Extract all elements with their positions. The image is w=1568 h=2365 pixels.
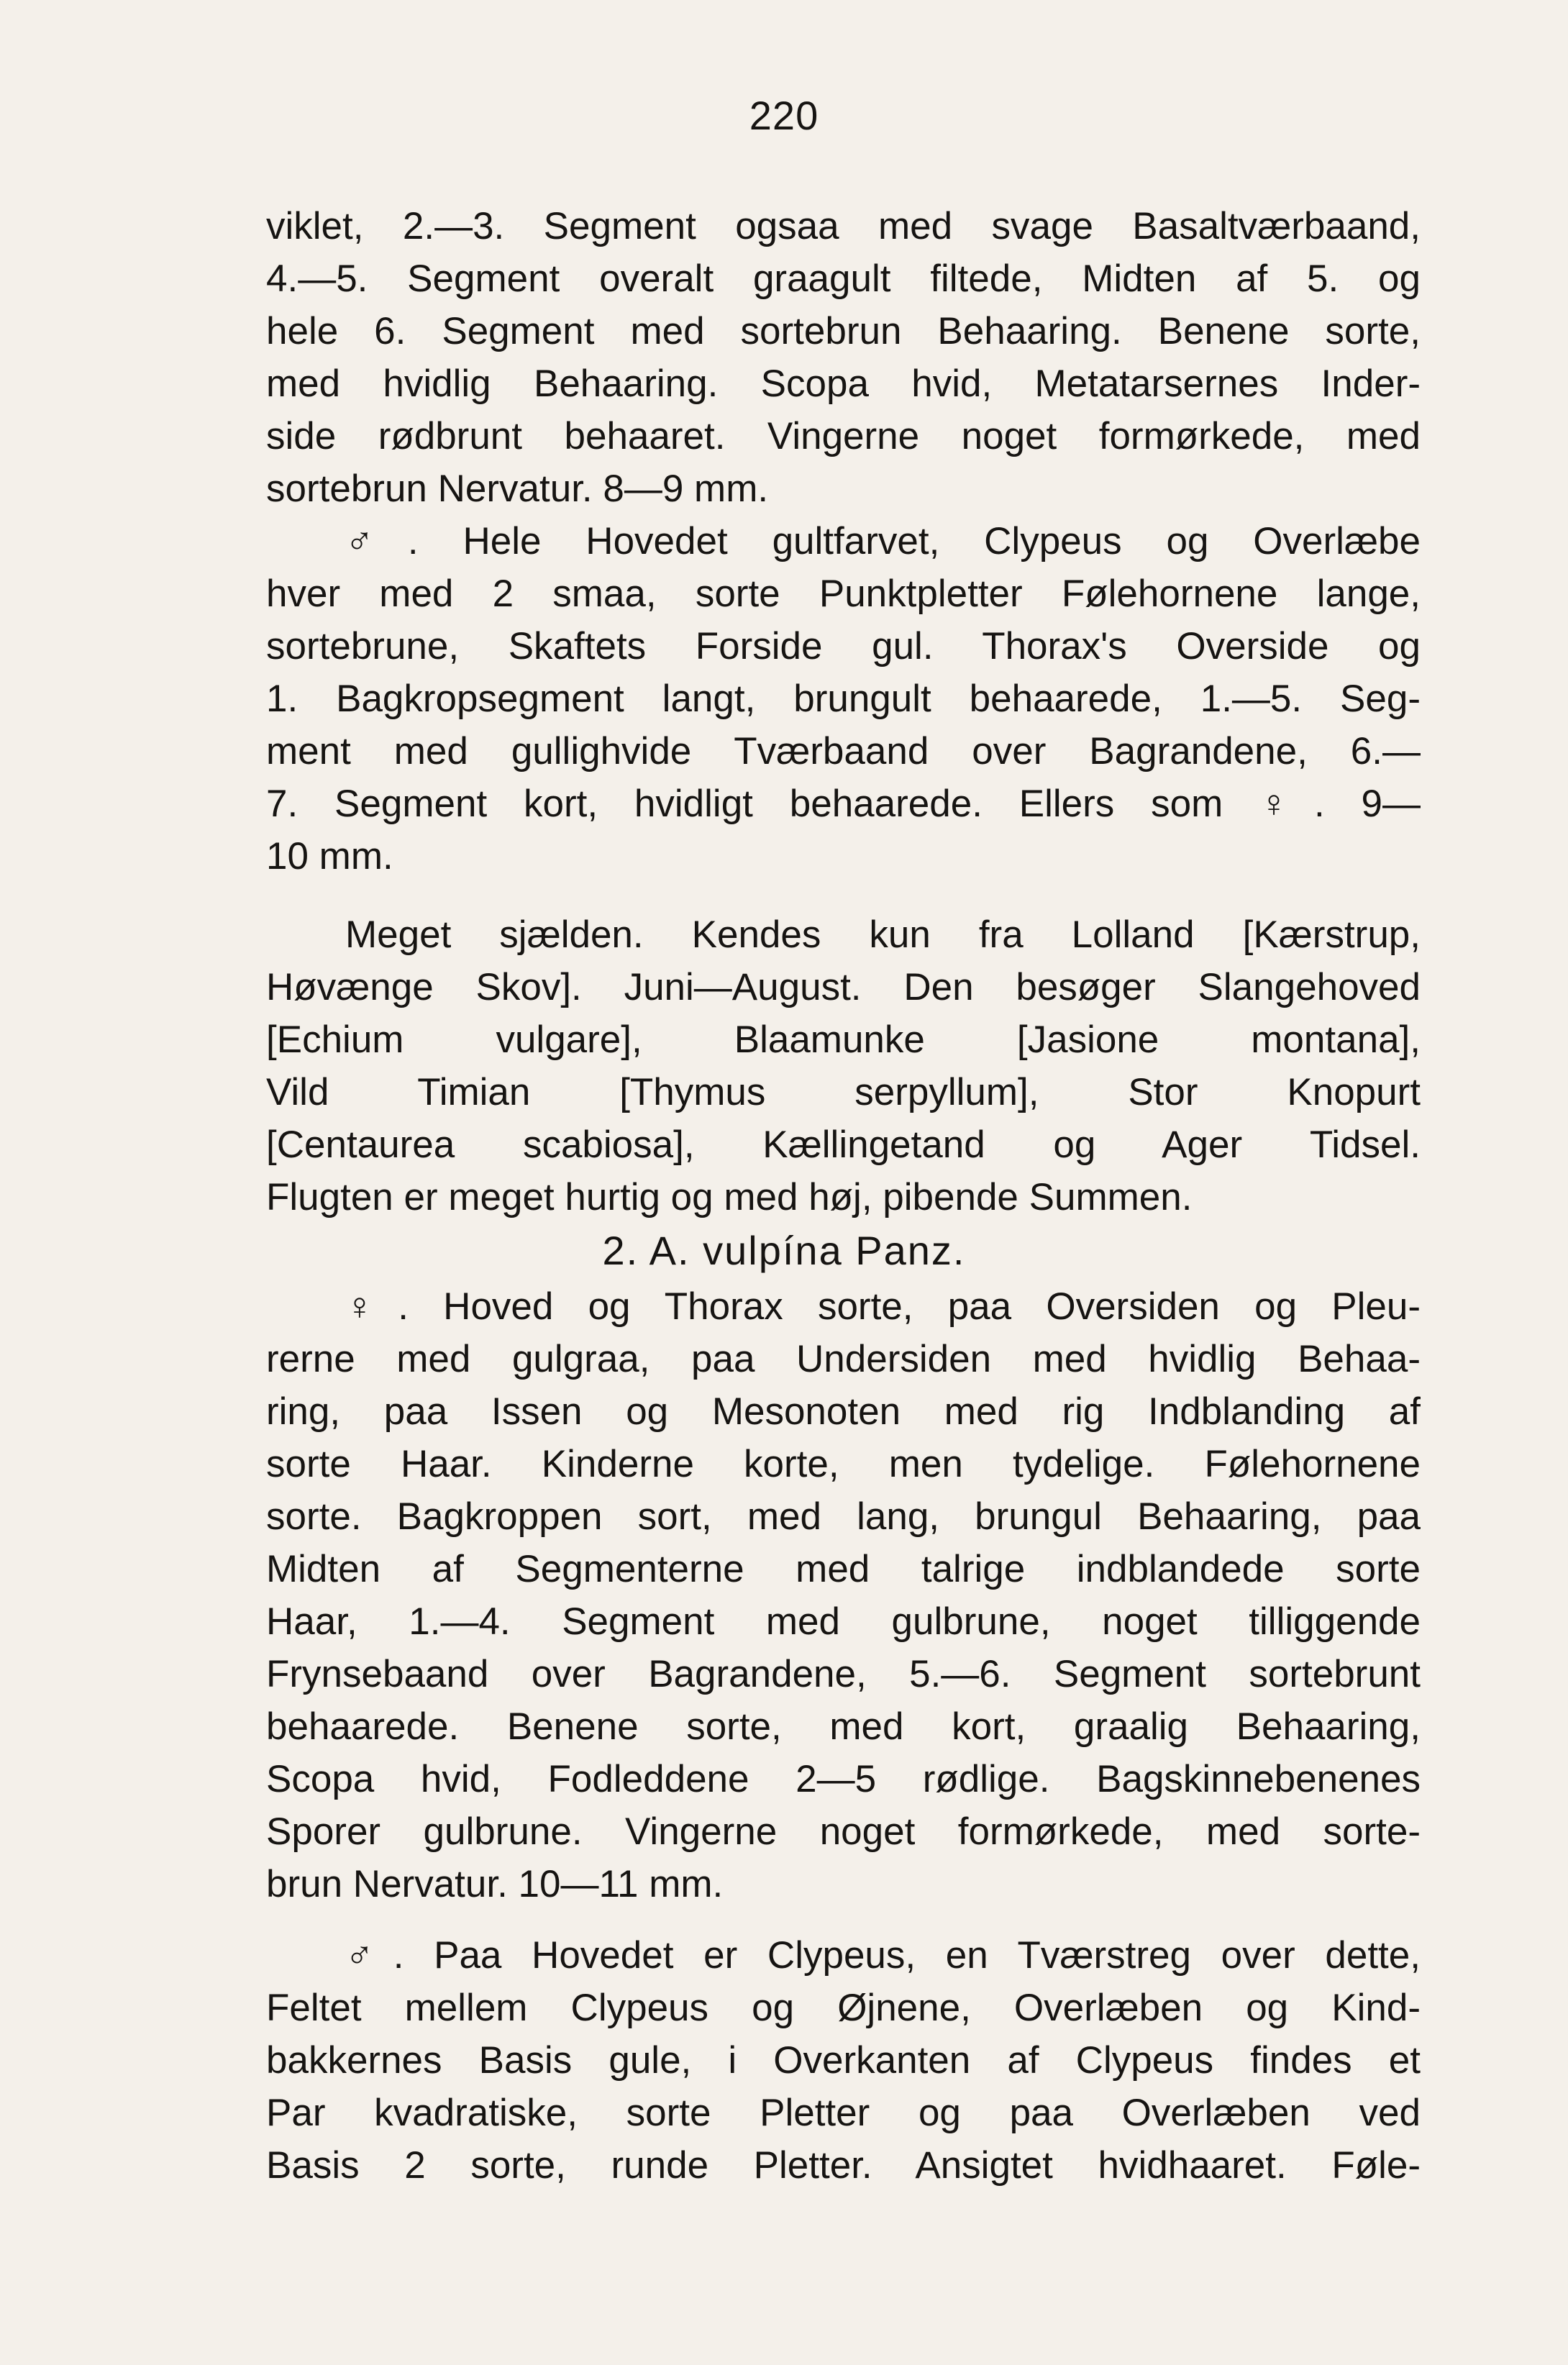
text-line: Feltet mellem Clypeus og Øjnene, Overlæben og Kind- [266, 1987, 1421, 2029]
species-heading: 2. A. vulpína Panz. [602, 1228, 966, 1273]
text-line: sorte. Bagkroppen sort, med lang, brungul Behaaring, paa [266, 1495, 1421, 1538]
text-line: behaarede. Benene sorte, med kort, graalig Behaaring, [266, 1705, 1421, 1748]
text-line: side rødbrunt behaaret. Vingerne noget formørkede, med [266, 415, 1421, 457]
text-line: Scopa hvid, Fodleddene 2—5 rødlige. Bagskinnebenenes [266, 1758, 1421, 1800]
text-line: ment med gullighvide Tværbaand over Bagrandene, 6.— [266, 730, 1421, 773]
text-line: 1. Bagkropsegment langt, brungult behaarede, 1.—5. Seg- [266, 678, 1421, 720]
text-line: Vild Timian [Thymus serpyllum], Stor Knopurt [266, 1071, 1421, 1113]
text-line: 4.—5. Segment overalt graagult filtede, Midten af 5. og [266, 258, 1421, 300]
text-line: Basis 2 sorte, runde Pletter. Ansigtet hvidhaaret. Føle- [266, 2144, 1421, 2187]
text-line: Par kvadratiske, sorte Pletter og paa Overlæben ved [266, 2092, 1421, 2134]
text-line: rerne med gulgraa, paa Undersiden med hvidlig Behaa- [266, 1338, 1421, 1380]
text-line: Haar, 1.—4. Segment med gulbrune, noget tilliggende [266, 1600, 1421, 1643]
text-line: sortebrun Nervatur. 8—9 mm. [266, 468, 769, 510]
page-number: 220 [749, 93, 819, 138]
text-line: ♂. Paa Hovedet er Clypeus, en Tværstreg over dette, [345, 1934, 1421, 1977]
text-line: Midten af Segmenterne med talrige indblandede sorte [266, 1548, 1421, 1590]
text-line: [Centaurea scabiosa], Kællingetand og Ager Tidsel. [266, 1124, 1421, 1166]
text-line: sortebrune, Skaftets Forside gul. Thorax's Overside og [266, 625, 1421, 667]
text-line: bakkernes Basis gule, i Overkanten af Clypeus findes et [266, 2039, 1421, 2082]
paragraph-male-description [266, 1929, 1421, 2192]
text-line: viklet, 2.—3. Segment ogsaa med svage Basaltværbaand, [266, 205, 1421, 247]
text-line: ♂. Hele Hovedet gultfarvet, Clypeus og Overlæbe [345, 520, 1421, 562]
paragraph-occurrence [266, 908, 1421, 1223]
paragraph-female-continued [266, 200, 1421, 883]
text-line: hele 6. Segment med sortebrun Behaaring. Benene sorte, [266, 310, 1421, 352]
text-line: Meget sjælden. Kendes kun fra Lolland [Kærstrup, [345, 913, 1421, 956]
text-line: Sporer gulbrune. Vingerne noget formørkede, med sorte- [266, 1810, 1421, 1853]
text-line: Flugten er meget hurtig og med høj, pibende Summen. [266, 1176, 1193, 1218]
text-line: [Echium vulgare], Blaamunke [Jasione montana], [266, 1019, 1421, 1061]
text-line: Høvænge Skov]. Juni—August. Den besøger Slangehoved [266, 966, 1421, 1008]
paragraph-female-description [266, 1280, 1421, 1910]
text-line: sorte Haar. Kinderne korte, men tydelige. Følehornene [266, 1443, 1421, 1485]
text-line: brun Nervatur. 10—11 mm. [266, 1863, 724, 1905]
text-line: hver med 2 smaa, sorte Punktpletter Følehornene lange, [266, 573, 1421, 615]
text-line: med hvidlig Behaaring. Scopa hvid, Metatarsernes Inder- [266, 363, 1421, 405]
text-line: 7. Segment kort, hvidligt behaarede. Ellers som ♀. 9— [266, 783, 1421, 825]
text-line: Frynsebaand over Bagrandene, 5.—6. Segment sortebrunt [266, 1653, 1421, 1695]
text-line: ♀. Hoved og Thorax sorte, paa Oversiden og Pleu- [345, 1285, 1421, 1328]
text-line: ring, paa Issen og Mesonoten med rig Indblanding af [266, 1390, 1421, 1433]
text-line: 10 mm. [266, 835, 393, 878]
